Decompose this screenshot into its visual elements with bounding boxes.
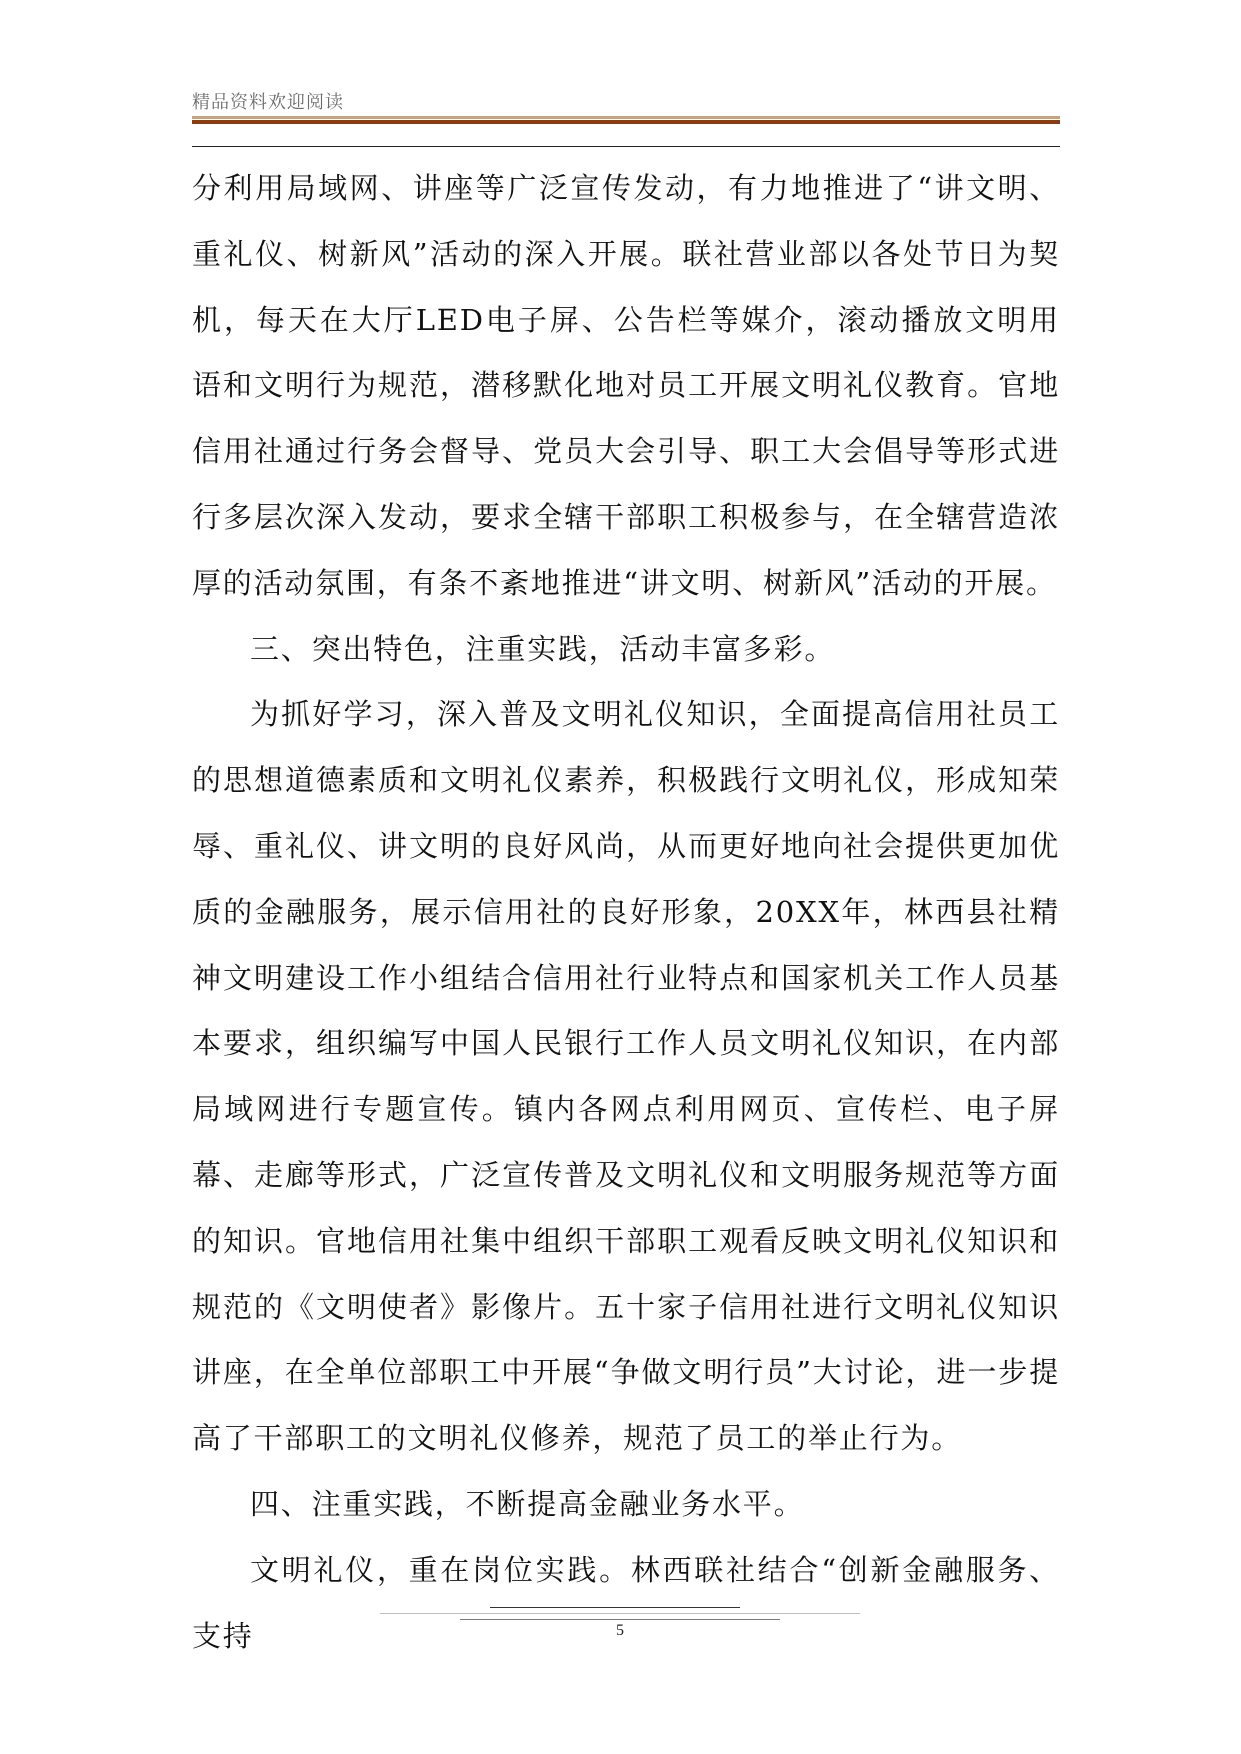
section-heading-4: 四、注重实践，不断提高金融业务水平。	[250, 1486, 805, 1521]
section-heading-3: 三、突出特色，注重实践，活动丰富多彩。	[250, 631, 836, 666]
paragraph: 为抓好学习，深入普及文明礼仪知识，全面提高信用社员工的思想道德素质和文明礼仪素养，积极践行文明礼仪，形成知荣辱、重礼仪、讲文明的良好风尚，从而更好地向社会提供更加优质的金融服务，展示信用社的良好形象，20XX年，林西县社精神文明建设工作小组结合信用社行业特点和国家机关工作人员基本要求，组织编写中国人民银行工作人员文明礼仪知识，在内部局域网进行专题宣传。镇内各网点利用网页、宣传栏、电子屏幕、走廊等形式，广泛宣传普及文明礼仪和文明服务规范等方面的知识。官地信用社集中组织干部职工观看反映文明礼仪知识和规范的《文明使者》影像片。五十家子信用社进行文明礼仪知识讲座，在全单位部职工中开展“争做文明行员”大讨论，进一步提高了干部职工的文明礼仪修养，规范了员工的举止行为。	[192, 697, 1060, 1456]
page-number: 5	[616, 1622, 624, 1639]
header-rule-thin	[192, 146, 1060, 147]
footer-rule	[490, 1607, 740, 1608]
header-rule-light	[192, 116, 1060, 119]
footer-rule	[460, 1619, 780, 1620]
paragraph: 文明礼仪，重在岗位实践。林西联社结合“创新金融服务、支持	[192, 1552, 1060, 1653]
header-rule-dark	[192, 120, 1060, 124]
footer-rule	[380, 1613, 860, 1614]
header-title: 精品资料欢迎阅读	[192, 92, 344, 113]
document-body	[192, 156, 1060, 1669]
paragraph-continued: 分利用局域网、讲座等广泛宣传发动，有力地推进了“讲文明、重礼仪、树新风”活动的深入开展。联社营业部以各处节日为契机，每天在大厅LED电子屏、公告栏等媒介，滚动播放文明用语和文明行为规范，潜移默化地对员工开展文明礼仪教育。官地信用社通过行务会督导、党员大会引导、职工大会倡导等形式进行多层次深入发动，要求全辖干部职工积极参与，在全辖营造浓厚的活动氛围，有条不紊地推进“讲文明、树新风”活动的开展。	[192, 171, 1060, 600]
